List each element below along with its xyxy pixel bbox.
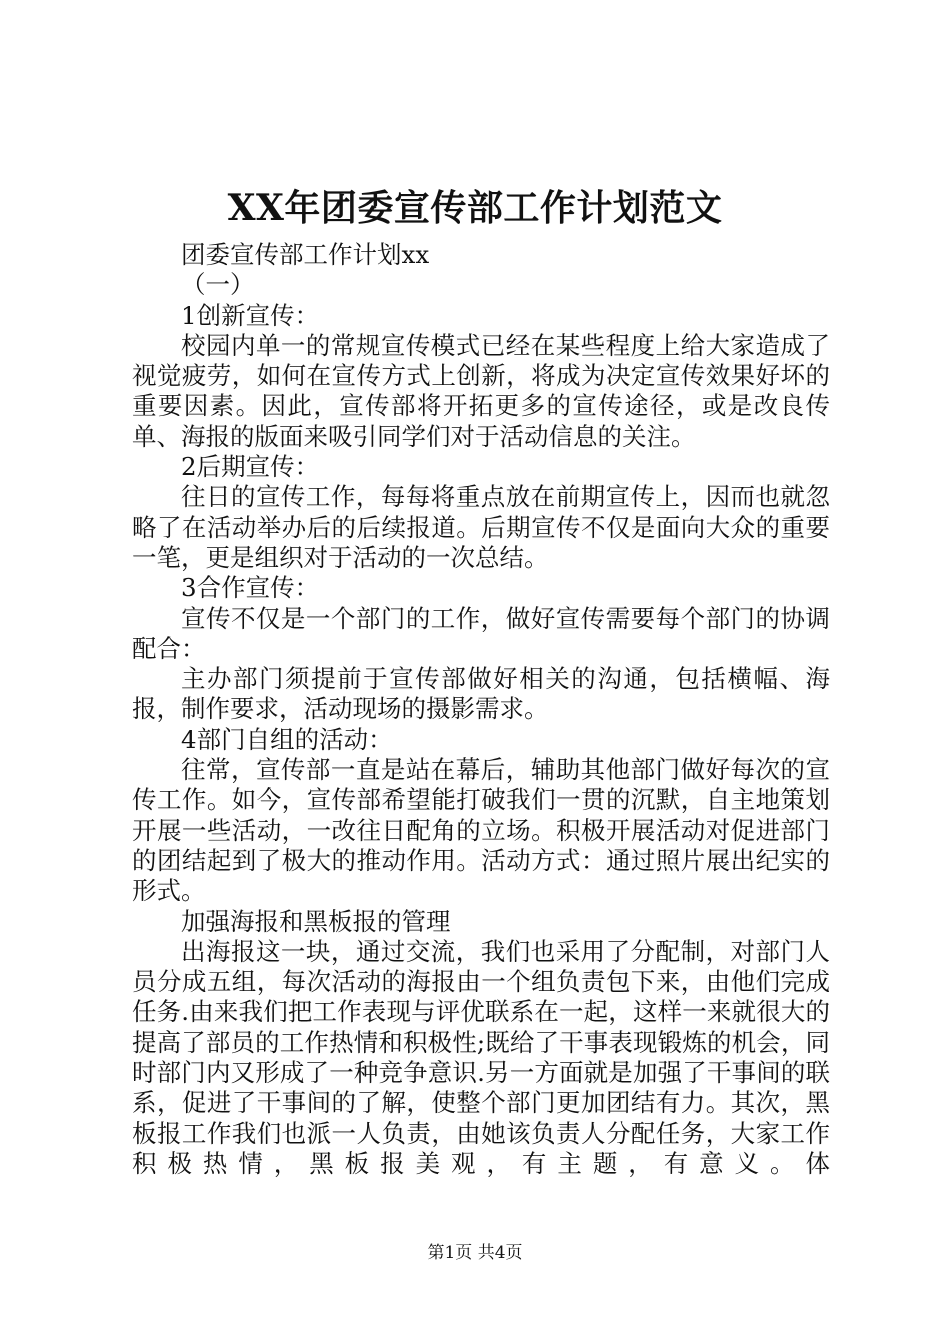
- subtitle-line: 团委宣传部工作计划xx: [181, 240, 430, 269]
- section-heading: 4部门自组的活动：: [181, 724, 393, 754]
- body-paragraph: 出海报这一块，通过交流，我们也采用了分配制，对部门人员分成五组，每次活动的海报由一个组负责包下来，由他们完成任务.由来我们把工作表现与评优联系在一起，这样一来就很大的提高了部员的工作热情和积极性;既给了干事表现锻炼的机会，同时部门内又形成了一种竞争意识.另一方面就是加强了干事间的联系，促进了干事间的了解，使整个部门更加团结有力。其次，黑板报工作我们也派一人负责，由她该负责人分配任务，大家工作积极热情，黑板报美观，有主题，有意义。体: [132, 936, 830, 1178]
- section-heading: 加强海报和黑板报的管理: [181, 906, 451, 936]
- body-paragraph: 往日的宣传工作，每每将重点放在前期宣传上，因而也就忽略了在活动举办后的后续报道。后期宣传不仅是面向大众的重要一笔，更是组织对于活动的一次总结。: [132, 482, 830, 572]
- document-title: XX年团委宣传部工作计划范文: [227, 187, 723, 229]
- section-heading: 2后期宣传：: [181, 452, 320, 482]
- page-footer: 第1页 共4页: [427, 1243, 523, 1263]
- section-heading: 3合作宣传：: [181, 573, 320, 603]
- body-paragraph: 往常，宣传部一直是站在幕后，辅助其他部门做好每次的宣传工作。如今，宣传部希望能打破我们一贯的沉默，自主地策划开展一些活动，一改往日配角的立场。积极开展活动对促进部门的团结起到了极大的推动作用。活动方式：通过照片展出纪实的形式。: [132, 755, 830, 906]
- document-body: [132, 240, 830, 1179]
- body-paragraph: 校园内单一的常规宣传模式已经在某些程度上给大家造成了视觉疲劳，如何在宣传方式上创新，将成为决定宣传效果好坏的重要因素。因此，宣传部将开拓更多的宣传途径，或是改良传单、海报的版面来吸引同学们对于活动信息的关注。: [132, 330, 830, 451]
- body-paragraph: 主办部门须提前于宣传部做好相关的沟通，包括横幅、海报，制作要求，活动现场的摄影需求。: [132, 664, 830, 724]
- section-heading: 1创新宣传：: [181, 300, 320, 330]
- section-marker: （一）: [181, 270, 255, 300]
- body-paragraph: 宣传不仅是一个部门的工作，做好宣传需要每个部门的协调配合：: [132, 603, 830, 663]
